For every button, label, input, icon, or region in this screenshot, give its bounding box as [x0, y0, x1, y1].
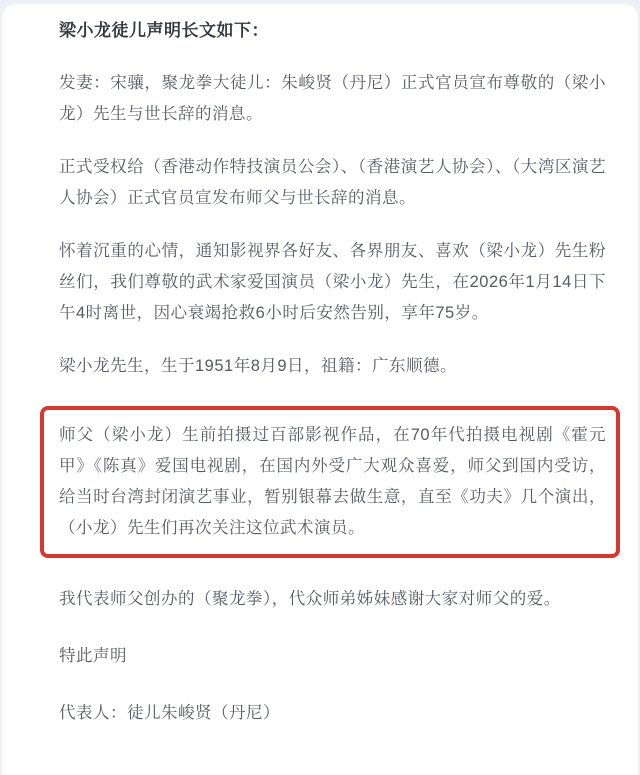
- statement-paragraph-2: 正式受权给（香港动作特技演员公会）、（香港演艺人协会）、（大湾区演艺人协会）正式官员宣发布师父与世长辞的消息。: [59, 158, 606, 207]
- red-highlight-box: [40, 406, 620, 558]
- statement-title: 梁小龙徒儿声明长文如下：: [59, 21, 269, 40]
- statement-paragraph-5-highlighted: 师父（梁小龙）生前拍摄过百部影视作品，在70年代拍摄电视剧《霍元甲》《陈真》爱国电视剧，在国内外受广大观众喜爱，师父到国内受访，给当时台湾封闭演艺事业，暂别银幕去做生意，直至《功夫》几个演出，（小龙）先生们再次关注这位武术演员。: [59, 426, 606, 537]
- statement-paragraph-3: 怀着沉重的心情，通知影视界各好友、各界朋友、喜欢（梁小龙）先生粉丝们，我们尊敬的武术家爱国演员（梁小龙）先生，在2026年1月14日下午4时离世，因心衰竭抢救6小时后安然告别，享年75岁。: [59, 242, 606, 322]
- statement-representative-line: 代表人：徒儿朱峻贤（丹尼）: [59, 704, 280, 722]
- statement-paragraph-4: 梁小龙先生，生于1951年8月9日，祖籍：广东顺德。: [59, 357, 458, 375]
- statement-closing-line: 特此声明: [59, 647, 127, 665]
- statement-paragraph-6: 我代表师父创办的（聚龙拳），代众师弟姊妹感谢大家对师父的爱。: [59, 590, 561, 608]
- statement-card: [2, 4, 638, 775]
- statement-paragraph-1: 发妻：宋骧，聚龙拳大徒儿：朱峻贤（丹尼）正式官员宣布尊敬的（梁小龙）先生与世长辞的消息。: [59, 74, 606, 123]
